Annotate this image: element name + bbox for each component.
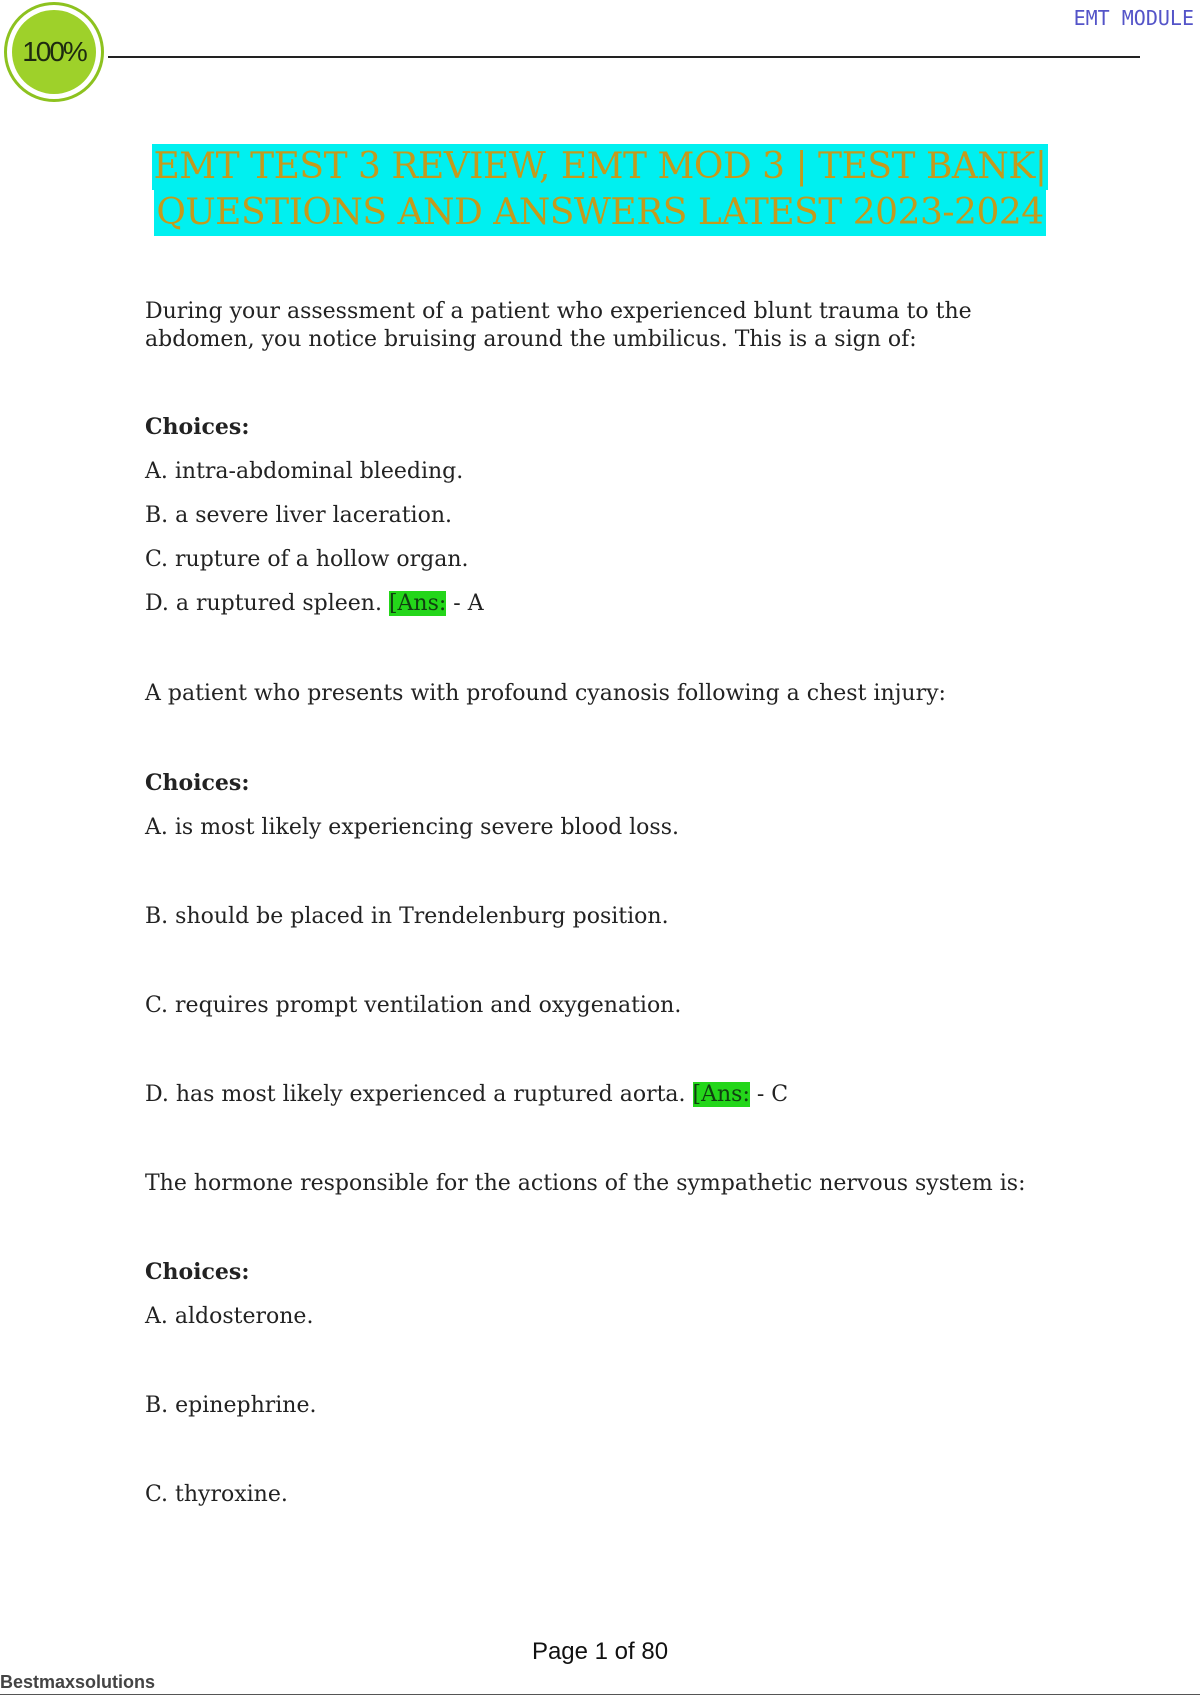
badge-text: 100% bbox=[12, 10, 96, 94]
module-label: EMT MODULE bbox=[1073, 6, 1194, 30]
answer-value: - C bbox=[749, 1082, 789, 1107]
question-2-text: A patient who presents with profound cyanosis following a chest injury: bbox=[145, 681, 946, 706]
choices-label: Choices: bbox=[145, 1259, 250, 1285]
answer-tag: [Ans: bbox=[692, 1082, 750, 1107]
brand-footer: Bestmaxsolutions bbox=[0, 1672, 156, 1692]
choice-d-with-answer bbox=[145, 590, 1075, 618]
choice-c: C. thyroxine. bbox=[145, 1482, 288, 1507]
title-line-2: QUESTIONS AND ANSWERS LATEST 2023-2024 bbox=[154, 190, 1045, 236]
footer-divider bbox=[0, 1694, 1200, 1695]
title-line-1: EMT TEST 3 REVIEW, EMT MOD 3 | TEST BANK| bbox=[152, 144, 1049, 190]
page-number: Page 1 of 80 bbox=[531, 1638, 669, 1665]
choice-b: B. a severe liver laceration. bbox=[145, 503, 452, 528]
question-1 bbox=[145, 298, 1075, 354]
question-text: During your assessment of a patient who experienced blunt trauma to the abdomen, you notice bruising around the umbilicus. This is a sign of: bbox=[145, 299, 972, 352]
choice-a: A. intra-abdominal bleeding. bbox=[145, 459, 464, 484]
choices-label: Choices: bbox=[145, 770, 250, 796]
choice-d: D. a ruptured spleen. bbox=[145, 591, 382, 616]
header-divider bbox=[108, 56, 1140, 58]
answer-value: - A bbox=[446, 591, 484, 616]
choice-c: C. requires prompt ventilation and oxygenation. bbox=[145, 993, 682, 1018]
choice-c: C. rupture of a hollow organ. bbox=[145, 547, 469, 572]
choices-label: Choices: bbox=[145, 414, 250, 440]
question-3-text: The hormone responsible for the actions of the sympathetic nervous system is: bbox=[145, 1171, 1026, 1196]
choice-b: B. should be placed in Trendelenburg position. bbox=[145, 904, 669, 929]
answer-tag: [Ans: bbox=[388, 591, 447, 616]
choice-a: A. is most likely experiencing severe blood loss. bbox=[145, 815, 680, 840]
choice-a: A. aldosterone. bbox=[145, 1304, 314, 1329]
choice-d: D. has most likely experienced a ruptured aorta. bbox=[145, 1082, 686, 1107]
completion-badge bbox=[4, 2, 104, 102]
document-title bbox=[0, 144, 1200, 236]
choice-b: B. epinephrine. bbox=[145, 1393, 317, 1418]
choice-d-with-answer bbox=[145, 1081, 1075, 1109]
